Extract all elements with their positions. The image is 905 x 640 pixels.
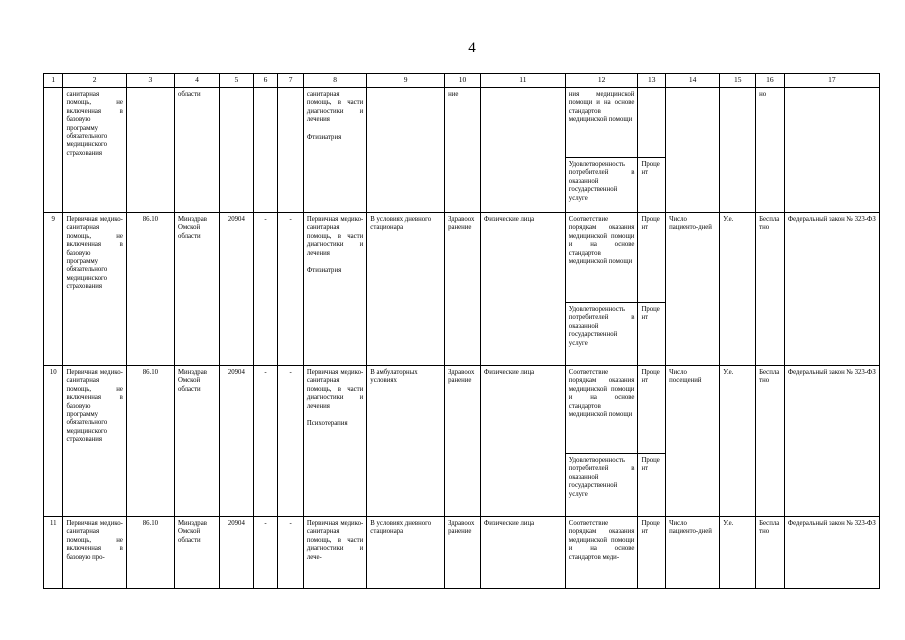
- category-cell: Физические лица: [480, 517, 565, 589]
- volume-unit-cell: У.е.: [720, 213, 756, 366]
- header-cell: 12: [565, 74, 638, 88]
- col7-cell: -: [278, 213, 304, 366]
- basis-cell: Федеральный закон № 323-ФЗ: [784, 517, 879, 589]
- code-cell: [219, 88, 253, 213]
- header-cell: 13: [638, 74, 666, 88]
- volume-unit-cell: У.е.: [720, 366, 756, 517]
- volume-cell: Число посещений: [666, 366, 720, 517]
- header-cell: 14: [666, 74, 720, 88]
- header-cell: 4: [174, 74, 219, 88]
- code-cell: 20904: [219, 366, 253, 517]
- payment-cell: Бесплатно: [756, 366, 785, 517]
- sphere-cell: ние: [445, 88, 481, 213]
- indicator-name-cell: Удовлетворенность потребителей в оказанной государственной услуге: [565, 158, 638, 213]
- col6-cell: -: [253, 517, 278, 589]
- content-cell: [303, 88, 366, 213]
- header-cell: 2: [63, 74, 126, 88]
- okved-cell: 86.10: [126, 517, 174, 589]
- header-cell: 17: [784, 74, 879, 88]
- content-cell: [303, 213, 366, 366]
- indicator-unit-cell: Процент: [638, 454, 666, 517]
- basis-cell: Федеральный закон № 323-ФЗ: [784, 366, 879, 517]
- header-cell: 1: [44, 74, 63, 88]
- conditions-cell: В условиях дневного стационара: [367, 517, 445, 589]
- indicator-unit-cell: Процент: [638, 366, 666, 454]
- conditions-cell: [367, 88, 445, 213]
- conditions-cell: В амбулаторных условиях: [367, 366, 445, 517]
- row-number-cell: 11: [44, 517, 63, 589]
- service-name-cell: Первичная медико-санитарная помощь, не включенная в базовую программу обязательного медицинского страхования: [63, 366, 126, 517]
- payment-cell: но: [756, 88, 785, 213]
- code-cell: 20904: [219, 517, 253, 589]
- page-number: 4: [468, 40, 476, 56]
- agency-cell: области: [174, 88, 219, 213]
- conditions-cell: В условиях дневного стационара: [367, 213, 445, 366]
- col7-cell: -: [278, 366, 304, 517]
- volume-cell: [666, 88, 720, 213]
- col7-cell: [278, 88, 304, 213]
- okved-cell: [126, 88, 174, 213]
- content-text: санитарная помощь, в части диагностики и лечения: [306, 91, 364, 124]
- indicator-unit-cell: Процент: [638, 517, 666, 589]
- col6-cell: [253, 88, 278, 213]
- payment-cell: Бесплатно: [756, 213, 785, 366]
- indicator-unit-cell: [638, 88, 666, 158]
- table-row: [44, 366, 880, 454]
- agency-cell: Минздрав Омской области: [174, 517, 219, 589]
- row-number-cell: 9: [44, 213, 63, 366]
- row-number-cell: [44, 88, 63, 213]
- sphere-cell: Здравоохранение: [445, 366, 481, 517]
- indicator-name-cell: Соответствие порядкам оказания медицинской помощи и на основе стандартов меди-: [565, 517, 638, 589]
- col6-cell: -: [253, 366, 278, 517]
- volume-cell: Число пациенто-дней: [666, 517, 720, 589]
- table-row: [44, 213, 880, 303]
- services-registry-table: [43, 73, 880, 589]
- service-name-cell: Первичная медико-санитарная помощь, не включенная в базовую про-: [63, 517, 126, 589]
- header-cell: 5: [219, 74, 253, 88]
- volume-unit-cell: У.е.: [720, 517, 756, 589]
- basis-cell: [784, 88, 879, 213]
- col7-cell: -: [278, 517, 304, 589]
- content-text: Первичная медико-санитарная помощь, в части диагностики и лечения: [306, 216, 364, 257]
- col6-cell: -: [253, 213, 278, 366]
- agency-cell: Минздрав Омской области: [174, 213, 219, 366]
- content-cell: [303, 366, 366, 517]
- okved-cell: 86.10: [126, 213, 174, 366]
- volume-cell: Число пациенто-дней: [666, 213, 720, 366]
- code-cell: 20904: [219, 213, 253, 366]
- indicator-unit-cell: Процент: [638, 303, 666, 366]
- header-row: [44, 74, 880, 88]
- content-subtype: Фтизиатрия: [306, 133, 342, 141]
- header-cell: 11: [480, 74, 565, 88]
- indicator-name-cell: ния медицинской помощи и на основе стандартов медицинской помощи: [565, 88, 638, 158]
- header-cell: 6: [253, 74, 278, 88]
- header-cell: 9: [367, 74, 445, 88]
- content-subtype: Фтизиатрия: [306, 267, 342, 275]
- okved-cell: 86.10: [126, 366, 174, 517]
- indicator-name-cell: Соответствие порядкам оказания медицинской помощи и на основе стандартов медицинской помощи: [565, 213, 638, 303]
- category-cell: Физические лица: [480, 213, 565, 366]
- content-cell: Первичная медико-санитарная помощь, в части диагностики и лече-: [303, 517, 366, 589]
- header-cell: 7: [278, 74, 304, 88]
- header-cell: 15: [720, 74, 756, 88]
- service-name-cell: Первичная медико-санитарная помощь, не включенная в базовую программу обязательного медицинского страхования: [63, 213, 126, 366]
- indicator-name-cell: Удовлетворенность потребителей в оказанной государственной услуге: [565, 303, 638, 366]
- sphere-cell: Здравоохранение: [445, 213, 481, 366]
- volume-unit-cell: [720, 88, 756, 213]
- table-row: [44, 517, 880, 589]
- category-cell: [480, 88, 565, 213]
- indicator-name-cell: Удовлетворенность потребителей в оказанной государственной услуге: [565, 454, 638, 517]
- header-cell: 10: [445, 74, 481, 88]
- header-cell: 8: [303, 74, 366, 88]
- header-cell: 16: [756, 74, 785, 88]
- content-subtype: Психотерапия: [306, 420, 348, 428]
- row-number-cell: 10: [44, 366, 63, 517]
- indicator-name-cell: Соответствие порядкам оказания медицинской помощи и на основе стандартов медицинской помощи: [565, 366, 638, 454]
- table-row-continuation: [44, 88, 880, 158]
- header-cell: 3: [126, 74, 174, 88]
- payment-cell: Бесплатно: [756, 517, 785, 589]
- indicator-unit-cell: Процент: [638, 158, 666, 213]
- basis-cell: Федеральный закон № 323-ФЗ: [784, 213, 879, 366]
- sphere-cell: Здравоохранение: [445, 517, 481, 589]
- service-name-cell: санитарная помощь, не включенная в базовую программу обязательного медицинского страхования: [63, 88, 126, 213]
- indicator-unit-cell: Процент: [638, 213, 666, 303]
- agency-cell: Минздрав Омской области: [174, 366, 219, 517]
- category-cell: Физические лица: [480, 366, 565, 517]
- content-text: Первичная медико-санитарная помощь, в части диагностики и лечения: [306, 369, 364, 410]
